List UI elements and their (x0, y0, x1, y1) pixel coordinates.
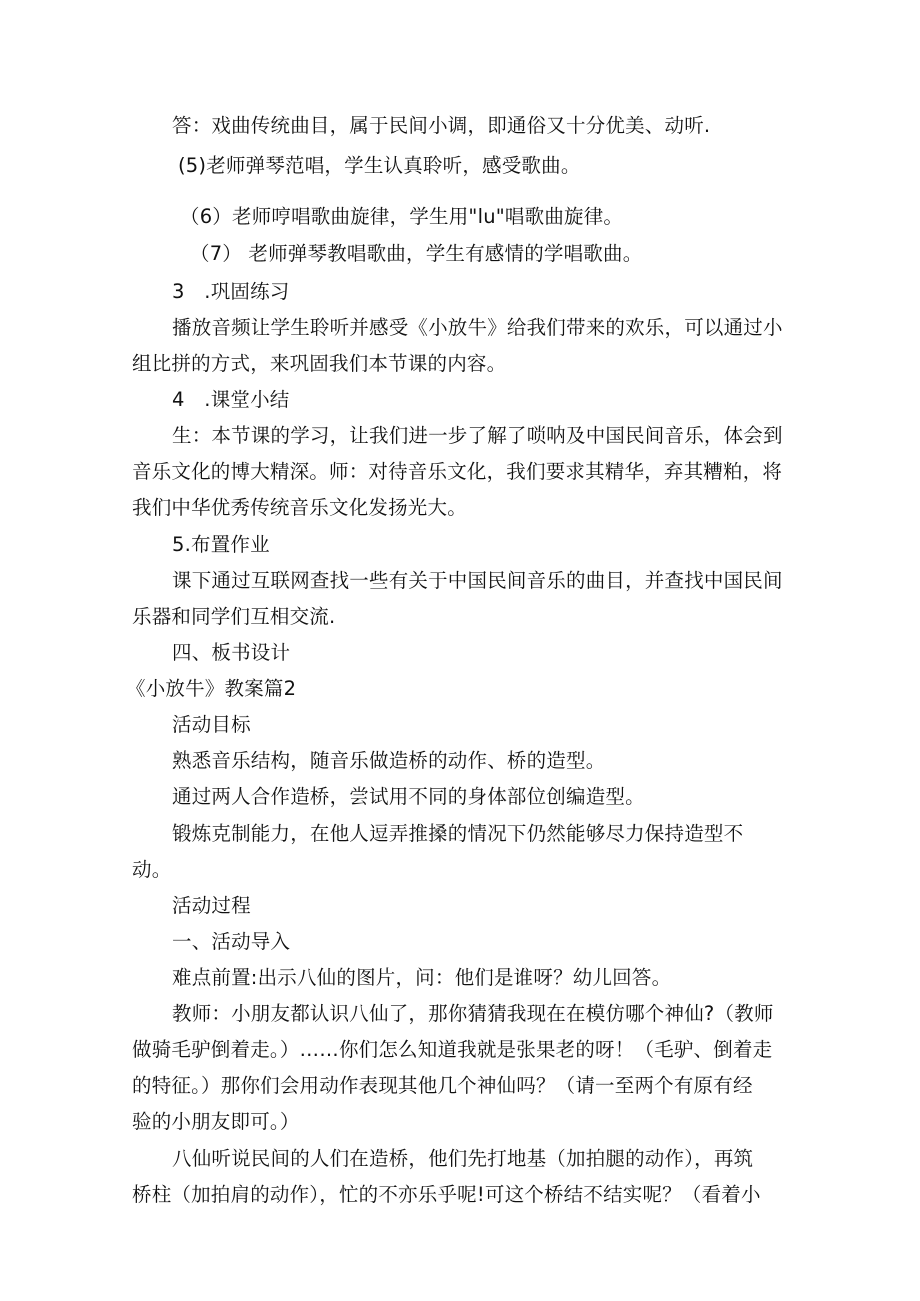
section-heading: 四、板书设计 (172, 641, 291, 664)
text-line: 播放音频让学生聆听并感受《小放牛》给我们带来的欢乐，可以通过小 (172, 316, 783, 339)
section-heading: 活动过程 (172, 894, 251, 917)
section-heading: 一、活动导入 (172, 930, 291, 953)
text-line: （6）老师哼唱歌曲旋律，学生用"lu"唱歌曲旋律。 (180, 205, 624, 228)
text-line: 我们中华优秀传统音乐文化发扬光大。 (132, 496, 467, 519)
text-line: 音乐文化的博大精深。师：对待音乐文化，我们要求其精华，弃其糟粕，将 (132, 460, 783, 483)
section-heading: 活动目标 (172, 713, 251, 736)
text-line: 组比拼的方式，来巩固我们本节课的内容。 (132, 352, 507, 375)
text-line: 的特征。）那你们会用动作表现其他几个神仙吗？（请一至两个有原有经 (132, 1074, 753, 1097)
text-line: 熟悉音乐结构，随音乐做造桥的动作、桥的造型。 (172, 749, 606, 772)
text-line: 答：戏曲传统曲目，属于民间小调，即通俗又十分优美、动听. (172, 114, 711, 137)
text-line: 锻炼克制能力，在他人逗弄推搡的情况下仍然能够尽力保持造型不 (172, 822, 744, 845)
text-line: 验的小朋友即可。） (132, 1110, 300, 1133)
text-line: 桥柱（加拍肩的动作），忙的不亦乐乎呢!可这个桥结不结实呢？（看着小 (132, 1183, 761, 1206)
text-line: 难点前置:出示八仙的图片，问：他们是谁呀？幼儿回答。 (172, 966, 672, 989)
text-line: 通过两人合作造桥，尝试用不同的身体部位创编造型。 (172, 785, 645, 808)
text-line: （7） 老师弹琴教唱歌曲，学生有感情的学唱歌曲。 (190, 242, 643, 265)
section-heading: 4 .课堂小结 (172, 388, 290, 411)
text-line: 动。 (132, 858, 172, 881)
text-line: 八仙听说民间的人们在造桥，他们先打地基（加拍腿的动作），再筑 (172, 1147, 754, 1170)
text-line: 生：本节课的学习，让我们进一步了解了唢呐及中国民间音乐，体会到 (172, 424, 783, 447)
text-line: 教师：小朋友都认识八仙了，那你猜猜我现在在模仿哪个神仙?（教师 (172, 1002, 774, 1025)
text-line: (5)老师弹琴范唱，学生认真聆听，感受歌曲。 (178, 154, 581, 177)
text-line: 课下通过互联网查找一些有关于中国民间音乐的曲目，并查找中国民间 (172, 569, 783, 592)
section-heading: 3 .巩固练习 (172, 280, 290, 303)
article-title: 《小放牛》教案篇2 (126, 677, 297, 700)
text-line: 做骑毛驴倒着走。）……你们怎么知道我就是张果老的呀！（毛驴、倒着走 (132, 1038, 773, 1061)
section-heading: 5.布置作业 (172, 533, 270, 556)
text-line: 乐器和同学们互相交流. (132, 605, 336, 628)
